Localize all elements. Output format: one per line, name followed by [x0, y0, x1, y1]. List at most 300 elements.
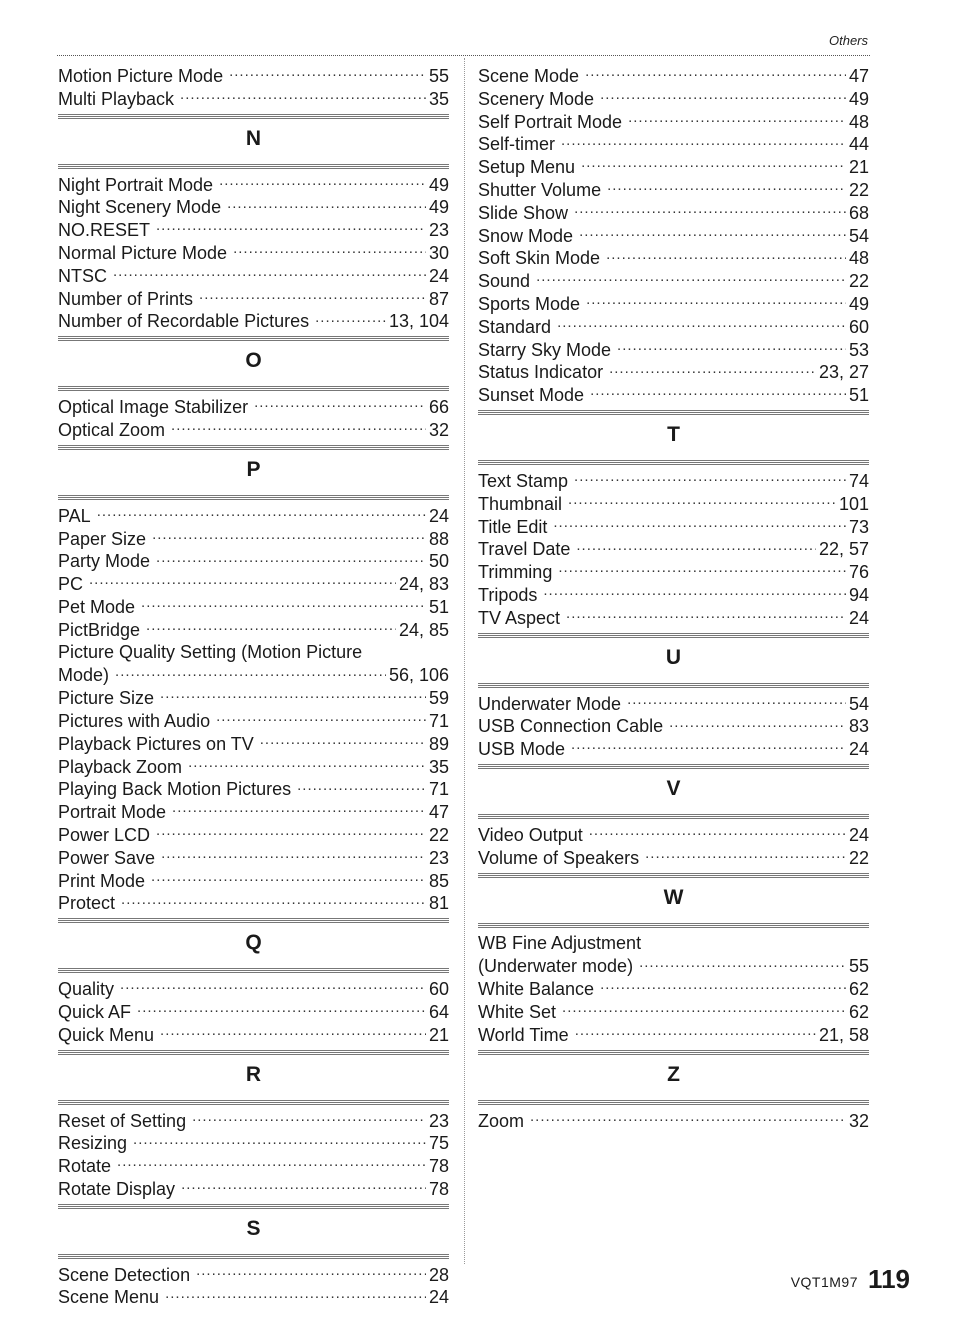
dot-leader [557, 315, 846, 333]
index-entry [478, 560, 869, 583]
index-entry [478, 823, 869, 846]
page-reference: 56, 106 [388, 665, 449, 686]
index-term: Pet Mode [58, 596, 136, 617]
index-entry [58, 287, 449, 310]
index-letter: Z [667, 1062, 680, 1086]
index-term: Night Portrait Mode [58, 174, 214, 195]
index-term: PictBridge [58, 619, 141, 640]
page-reference: 50 [428, 551, 449, 572]
dot-leader [151, 869, 426, 887]
index-letter: T [667, 422, 680, 446]
index-term: Shutter Volume [478, 179, 602, 200]
dot-leader [606, 246, 846, 264]
page-reference: 83 [848, 716, 869, 737]
index-term: Number of Recordable Pictures [58, 311, 310, 332]
index-term-line: WB Fine Adjustment [478, 932, 642, 953]
page-reference: 24, 83 [398, 574, 449, 595]
index-term: Reset of Setting [58, 1110, 187, 1131]
index-term: Night Scenery Mode [58, 197, 222, 218]
index-entry [58, 869, 449, 892]
page-reference: 49 [848, 88, 869, 109]
page-reference: 60 [848, 316, 869, 337]
index-term: Sound [478, 271, 531, 292]
index-entry [58, 418, 449, 441]
index-entry [478, 515, 869, 538]
index-term: World Time [478, 1024, 569, 1045]
page-reference: 47 [848, 66, 869, 86]
right-index-column [478, 64, 869, 1131]
dot-leader [590, 383, 846, 401]
index-letter-heading [58, 114, 449, 169]
index-entry [478, 269, 869, 292]
dot-leader [97, 504, 426, 522]
model-code: VQT1M97 [790, 1274, 858, 1290]
dot-leader [233, 241, 426, 259]
index-term: Starry Sky Mode [478, 339, 612, 360]
page-reference: 24 [848, 607, 869, 628]
index-entry [58, 891, 449, 914]
index-entry [478, 201, 869, 224]
dot-leader [586, 292, 846, 310]
index-term: Tripods [478, 584, 538, 605]
dot-leader [600, 87, 846, 105]
page-reference: 22, 57 [818, 539, 869, 560]
dot-leader [562, 1000, 846, 1018]
index-entry [478, 583, 869, 606]
page-reference: 54 [848, 225, 869, 246]
dot-leader [566, 606, 846, 624]
index-entry [58, 846, 449, 869]
index-entry [478, 846, 869, 869]
page-reference: 68 [848, 202, 869, 223]
index-entry [58, 1154, 449, 1177]
index-term: Mode) [58, 665, 110, 686]
page-reference: 48 [848, 248, 869, 269]
dot-leader [152, 527, 426, 545]
index-letter: V [666, 776, 681, 800]
page-reference: 28 [428, 1264, 449, 1285]
index-term: Power Save [58, 847, 156, 868]
index-term: Setup Menu [478, 157, 576, 178]
index-letter: W [663, 885, 684, 909]
index-term: Scene Detection [58, 1264, 191, 1285]
page-reference: 53 [848, 339, 869, 360]
page-reference: 59 [428, 688, 449, 709]
index-entry [58, 309, 449, 332]
dot-leader [575, 1023, 816, 1041]
page-reference: 47 [428, 802, 449, 823]
index-entry [58, 663, 449, 686]
index-term: Self Portrait Mode [478, 111, 623, 132]
index-term: USB Connection Cable [478, 716, 664, 737]
dot-leader [297, 777, 426, 795]
section-header: Others [828, 33, 868, 48]
dot-leader [115, 663, 386, 681]
index-entry [478, 292, 869, 315]
page-reference: 64 [428, 1001, 449, 1022]
dot-leader [181, 1177, 426, 1195]
page-reference: 32 [428, 419, 449, 440]
index-letter: U [665, 645, 682, 669]
index-letter: O [245, 349, 262, 373]
index-term: Optical Zoom [58, 419, 166, 440]
page-reference: 13, 104 [388, 311, 449, 332]
index-letter-heading [58, 336, 449, 391]
index-entry [478, 87, 869, 110]
index-term: Portrait Mode [58, 802, 167, 823]
dot-leader [543, 583, 846, 601]
index-term: Optical Image Stabilizer [58, 397, 249, 418]
column-divider [464, 58, 465, 1264]
index-term: Pictures with Audio [58, 710, 211, 731]
page-reference: 21 [848, 157, 869, 178]
left-index-column [58, 64, 449, 1308]
dot-leader [617, 338, 846, 356]
index-entry [58, 218, 449, 241]
page-reference: 60 [428, 979, 449, 1000]
index-entry [478, 606, 869, 629]
dot-leader [315, 309, 386, 327]
page-number: 119 [868, 1264, 910, 1294]
dot-leader [199, 287, 426, 305]
page-reference: 21, 58 [818, 1024, 869, 1045]
index-entry [478, 315, 869, 338]
index-letter-heading [478, 873, 869, 928]
index-entry [478, 714, 869, 737]
page-reference: 49 [848, 293, 869, 314]
index-entry [58, 1023, 449, 1046]
index-letter-heading [478, 410, 869, 465]
index-entry [58, 1285, 449, 1308]
index-entry [478, 492, 869, 515]
index-entry [478, 132, 869, 155]
index-entry [58, 755, 449, 778]
page-reference: 22 [848, 271, 869, 292]
page-reference: 23 [428, 847, 449, 868]
page-reference: 88 [428, 528, 449, 549]
page-reference: 55 [848, 956, 869, 977]
index-entry [58, 1177, 449, 1200]
dot-leader [574, 469, 846, 487]
index-term: Underwater Mode [478, 693, 622, 714]
index-term: Trimming [478, 562, 553, 583]
index-entry [58, 195, 449, 218]
index-term: Slide Show [478, 202, 569, 223]
index-term: USB Mode [478, 739, 566, 760]
index-term: Sports Mode [478, 293, 581, 314]
index-entry-multiline [478, 932, 869, 978]
page-reference: 87 [428, 288, 449, 309]
index-term: Party Mode [58, 551, 151, 572]
page-reference: 23 [428, 220, 449, 241]
index-term: Motion Picture Mode [58, 66, 224, 86]
index-term: Quick AF [58, 1001, 132, 1022]
index-term: Playback Zoom [58, 756, 183, 777]
page-reference: 24 [848, 824, 869, 845]
index-letter-heading [58, 445, 449, 500]
index-term: Thumbnail [478, 493, 563, 514]
dot-leader [609, 360, 816, 378]
page-reference: 44 [848, 134, 869, 155]
page-reference: 71 [428, 779, 449, 800]
page-reference: 24 [428, 265, 449, 286]
page-reference: 81 [428, 893, 449, 914]
page-reference: 62 [848, 1001, 869, 1022]
dot-leader [574, 201, 846, 219]
index-term: Scene Mode [478, 66, 580, 86]
dot-leader [180, 87, 426, 105]
page-reference: 24 [848, 739, 869, 760]
dot-leader [227, 195, 426, 213]
index-letter-heading [478, 764, 869, 819]
dot-leader [568, 492, 836, 510]
page-reference: 22 [428, 824, 449, 845]
index-term: Zoom [478, 1110, 525, 1131]
dot-leader [117, 1154, 426, 1172]
page-reference: 35 [428, 88, 449, 109]
index-entry [58, 1263, 449, 1286]
dot-leader [133, 1131, 426, 1149]
dot-leader [553, 515, 846, 533]
dot-leader [188, 755, 426, 773]
index-letter-heading [478, 1050, 869, 1105]
index-letter-heading [58, 1204, 449, 1259]
index-term: White Set [478, 1001, 557, 1022]
index-term: (Underwater mode) [478, 956, 634, 977]
dot-leader [160, 686, 426, 704]
index-entry [478, 110, 869, 133]
dot-leader [600, 977, 846, 995]
dot-leader [645, 846, 846, 864]
index-term: Scenery Mode [478, 88, 595, 109]
page-reference: 22 [848, 179, 869, 200]
page-reference: 23 [428, 1110, 449, 1131]
index-letter-heading [478, 633, 869, 688]
dot-leader [156, 218, 426, 236]
index-entry [478, 737, 869, 760]
index-term: White Balance [478, 979, 595, 1000]
index-term: Normal Picture Mode [58, 242, 228, 263]
index-entry [478, 1109, 869, 1132]
dot-leader [558, 560, 846, 578]
index-term: Quality [58, 979, 115, 1000]
dot-leader [576, 537, 816, 555]
index-entry [58, 709, 449, 732]
dot-leader [219, 173, 426, 191]
dot-leader [216, 709, 426, 727]
page-reference: 76 [848, 562, 869, 583]
index-term: Volume of Speakers [478, 847, 640, 868]
index-term: Soft Skin Mode [478, 248, 601, 269]
index-entry [58, 777, 449, 800]
index-term: Power LCD [58, 824, 151, 845]
index-entry [58, 686, 449, 709]
index-term: Snow Mode [478, 225, 574, 246]
page-reference: 24, 85 [398, 619, 449, 640]
index-entry [478, 246, 869, 269]
index-entry [58, 264, 449, 287]
index-entry [58, 823, 449, 846]
index-term: Travel Date [478, 539, 571, 560]
index-letter: R [245, 1062, 262, 1086]
page-reference: 35 [428, 756, 449, 777]
dot-leader [581, 155, 846, 173]
page-reference: 24 [428, 505, 449, 526]
dot-leader [571, 737, 846, 755]
page-reference: 24 [428, 1287, 449, 1308]
dot-leader [536, 269, 846, 287]
index-entry [478, 977, 869, 1000]
index-entry [478, 692, 869, 715]
index-entry [478, 178, 869, 201]
index-entry [478, 64, 869, 87]
page-reference: 71 [428, 710, 449, 731]
index-letter: N [245, 126, 262, 150]
index-term: Rotate Display [58, 1178, 176, 1199]
page-reference: 78 [428, 1178, 449, 1199]
page-reference: 48 [848, 111, 869, 132]
dot-leader [607, 178, 846, 196]
page-reference: 89 [428, 733, 449, 754]
index-term: Print Mode [58, 870, 146, 891]
index-entry [478, 155, 869, 178]
dot-leader [89, 572, 396, 590]
dot-leader [165, 1285, 426, 1303]
dot-leader [171, 418, 426, 436]
index-entry [58, 1131, 449, 1154]
index-entry [58, 87, 449, 110]
index-entry [478, 1000, 869, 1023]
index-entry [58, 1000, 449, 1023]
index-term: Self-timer [478, 134, 556, 155]
index-term: Number of Prints [58, 288, 194, 309]
page-reference: 73 [848, 516, 869, 537]
index-term: PAL [58, 505, 91, 526]
dot-leader [639, 954, 846, 972]
page-reference: 23, 27 [818, 362, 869, 383]
page-reference: 85 [428, 870, 449, 891]
dot-leader [530, 1109, 846, 1127]
index-entry [478, 537, 869, 560]
index-term: Title Edit [478, 516, 548, 537]
index-term: Paper Size [58, 528, 147, 549]
dot-leader [254, 395, 426, 413]
index-entry [58, 800, 449, 823]
index-letter-heading [58, 918, 449, 973]
page-reference: 75 [428, 1133, 449, 1154]
index-term: Resizing [58, 1133, 128, 1154]
index-term: NO.RESET [58, 220, 151, 241]
index-letter: S [246, 1216, 261, 1240]
index-entry [478, 469, 869, 492]
page-reference: 49 [428, 197, 449, 218]
dot-leader [161, 846, 426, 864]
dot-leader [585, 64, 846, 82]
index-term: Video Output [478, 824, 583, 845]
dot-leader [137, 1000, 426, 1018]
page-reference: 74 [848, 470, 869, 491]
dot-leader [141, 595, 426, 613]
index-entry [58, 241, 449, 264]
dot-leader [628, 110, 846, 128]
index-entry [58, 732, 449, 755]
index-entry [58, 504, 449, 527]
page-reference: 32 [848, 1110, 869, 1131]
page-reference: 22 [848, 847, 869, 868]
index-entry [58, 64, 449, 87]
page-reference: 54 [848, 693, 869, 714]
page-reference: 62 [848, 979, 869, 1000]
top-rule [57, 55, 870, 56]
dot-leader [589, 823, 846, 841]
index-entry [58, 395, 449, 418]
index-entry [478, 954, 869, 977]
index-term: Status Indicator [478, 362, 604, 383]
dot-leader [121, 891, 426, 909]
page-reference: 49 [428, 174, 449, 195]
dot-leader [192, 1109, 426, 1127]
dot-leader [196, 1263, 426, 1281]
dot-leader [156, 823, 426, 841]
index-term-line: Picture Quality Setting (Motion Picture [58, 641, 363, 662]
index-entry [58, 572, 449, 595]
index-term: Sunset Mode [478, 385, 585, 406]
index-term: Rotate [58, 1156, 112, 1177]
index-term: Playing Back Motion Pictures [58, 779, 292, 800]
index-term: Standard [478, 316, 552, 337]
index-term: Scene Menu [58, 1287, 160, 1308]
index-entry [58, 618, 449, 641]
index-term: PC [58, 574, 84, 595]
index-entry [58, 977, 449, 1000]
page-reference: 78 [428, 1156, 449, 1177]
dot-leader [160, 1023, 426, 1041]
index-term: TV Aspect [478, 607, 561, 628]
index-entry [478, 1023, 869, 1046]
dot-leader [669, 714, 846, 732]
index-term: Protect [58, 893, 116, 914]
dot-leader [146, 618, 396, 636]
dot-leader [579, 224, 846, 242]
index-letter: Q [245, 931, 262, 955]
dot-leader [260, 732, 426, 750]
dot-leader [120, 977, 426, 995]
dot-leader [156, 549, 426, 567]
page-reference: 66 [428, 397, 449, 418]
index-entry [58, 549, 449, 572]
index-entry [478, 338, 869, 361]
index-term: NTSC [58, 265, 107, 286]
index-term: Playback Pictures on TV [58, 733, 254, 754]
page-reference: 55 [428, 66, 449, 86]
page-reference: 101 [838, 493, 869, 514]
index-term: Quick Menu [58, 1024, 155, 1045]
dot-leader [113, 264, 426, 282]
index-term: Text Stamp [478, 470, 569, 491]
page-reference: 21 [428, 1024, 449, 1045]
dot-leader [627, 692, 846, 710]
index-letter: P [246, 457, 261, 481]
page-reference: 30 [428, 242, 449, 263]
index-entry [478, 383, 869, 406]
index-entry [58, 173, 449, 196]
index-letter-heading [58, 1050, 449, 1105]
page-reference: 51 [428, 596, 449, 617]
page-reference: 94 [848, 584, 869, 605]
index-term: Multi Playback [58, 88, 175, 109]
index-entry [58, 527, 449, 550]
index-entry-multiline [58, 641, 449, 687]
